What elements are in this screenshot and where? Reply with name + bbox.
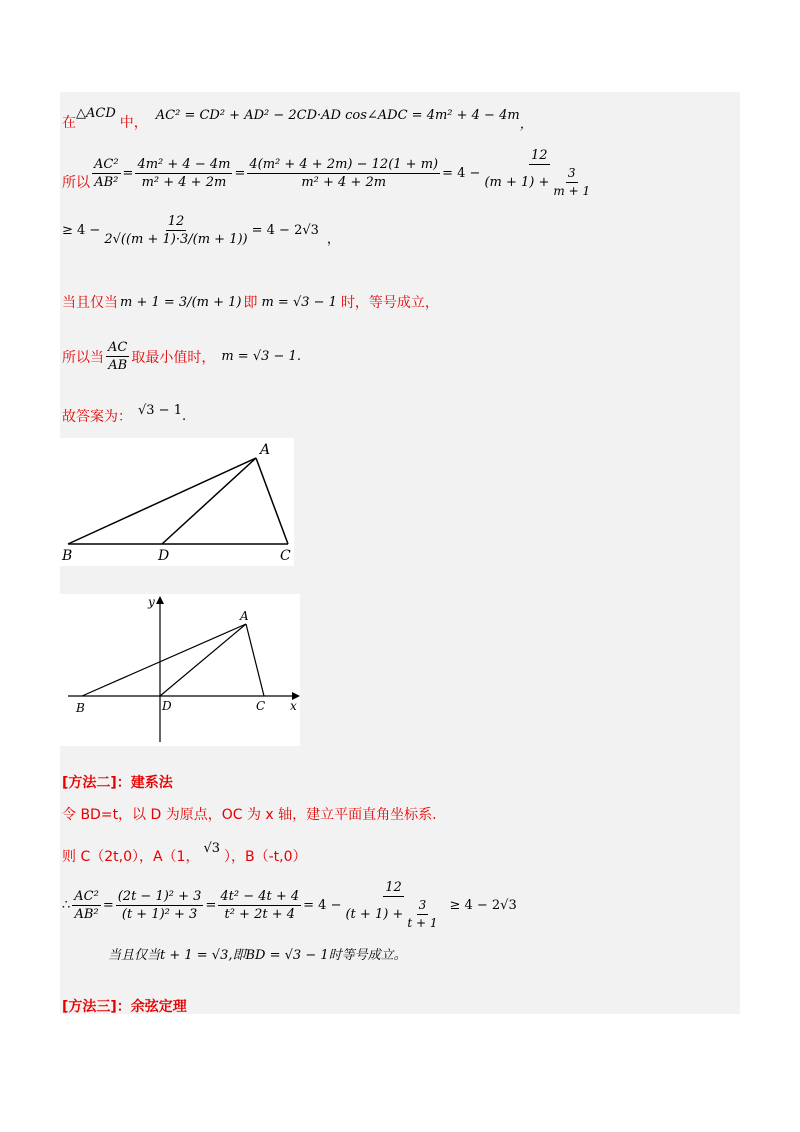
line-answer (62, 394, 186, 426)
line-ratio-expression: 所以 $\frac{\text{AC²}}{\text{AB²}}$ = $\frac{\text{4m² + 4 − 4m}}{\text{m² + 4 + 2m}}$ = $\frac{\text{4(m² + 4 + 2m) − 12(1 + m)}}{\text{m² + 4 + 2m}}$ = 4 − 12 (m + 1) + $\frac{3}{m + 1}$ (62, 148, 598, 199)
text-qu-zuixiao: 取最小值时， (131, 349, 216, 366)
frac-den: 2√((m + 1)·3/(m + 1)) (104, 232, 248, 247)
text-zai: 在 (62, 115, 76, 131)
text-suoyidang: 所以当 (62, 349, 104, 366)
coordinate-diagram (60, 594, 300, 746)
frac-den: AB² (94, 175, 119, 190)
period: . (181, 408, 187, 424)
frac-step2 (247, 157, 440, 190)
label-c: C (256, 699, 266, 713)
frac-num: 12 (385, 880, 402, 895)
therefore-symbol: ∴ (62, 898, 71, 913)
line-equality-condition (62, 292, 439, 312)
frac-den: m² + 4 + 2m (301, 175, 387, 190)
figure-triangle-abc (60, 438, 294, 566)
label-y-axis: y (148, 595, 155, 609)
method3-title: [方法三]：余弦定理 (62, 999, 187, 1015)
method2-title: [方法二]：建系法 (62, 775, 173, 791)
frac-step1 (135, 157, 232, 190)
comma: ， (519, 116, 533, 132)
text-dangqiejindang: 当且仅当 (62, 295, 118, 311)
label-a: A (260, 442, 271, 458)
frac-num: AC (108, 340, 128, 355)
method2-result: ≥ 4 − 2√3 (449, 898, 517, 913)
cosine-equation: AC² = CD² + AD² − 2CD·AD cos∠ADC = 4m² + 4 − 4m (155, 107, 520, 123)
coords-text-end: ），B（-t,0） (224, 849, 307, 865)
amgm-result: = 4 − 2√3 (251, 223, 319, 238)
frac-t-step3 (343, 880, 443, 931)
figure-coordinate-system (60, 594, 300, 746)
frac-num: 4(m² + 4 + 2m) − 12(1 + m) (249, 157, 439, 172)
frac-den: AB² (74, 907, 99, 922)
label-x-axis: x (290, 699, 297, 713)
text-zhong: 中， (119, 115, 148, 131)
frac-den: m + 1 (553, 184, 591, 198)
frac-den: t + 1 (407, 916, 438, 930)
frac-num: AC² (94, 157, 119, 172)
frac-ac2-ab2 (72, 889, 101, 922)
inner-frac (405, 898, 439, 931)
eq-four-minus: = 4 − (303, 898, 342, 913)
text-ji: 即 (243, 295, 258, 311)
text-equal-holds: 时，等号成立， (340, 295, 439, 311)
method2-description: 令 BD=t，以 D 为原点，OC 为 x 轴，建立平面直角坐标系. (62, 807, 437, 823)
inner-frac (551, 166, 592, 199)
label-d: D (162, 699, 172, 713)
frac-t-step1 (116, 889, 204, 922)
method2-ratio-line: ∴ $\frac{\text{AC²}}{\text{AB²}}$ = $\frac{\text{(2t − 1)² + 3}}{\text{(t + 1)² + 3}}$ = $\frac{\text{4t² − 4t + 4}}{\text{t² + 2t + 4}}$ = 4 − 12 (t + 1) + $\frac{3}{t + 1}$ ≥ 4 − 2√3 (62, 880, 517, 930)
frac-t-step2 (218, 889, 301, 922)
method2-condition: 当且仅当t + 1 = √3,即BD = √3 − 1时等号成立。 (108, 948, 407, 963)
coords-text: 则 C（2t,0），A（1， (62, 849, 200, 865)
frac-den (482, 165, 596, 199)
m-value: m = √3 − 1 (221, 349, 297, 364)
answer-value: √3 − 1 (138, 402, 182, 418)
period: . (296, 349, 301, 364)
triangle-diagram (60, 438, 294, 566)
triangle-acd: △ACD (76, 105, 116, 121)
frac-num: 12 (167, 214, 185, 229)
frac-ac-ab (106, 340, 129, 373)
den-part: (t + 1) + (345, 907, 404, 922)
frac-step3 (482, 148, 596, 199)
frac-num: (2t − 1)² + 3 (117, 889, 202, 904)
ge-four-minus: ≥ 4 − (62, 223, 101, 238)
line-law-of-cosines (62, 98, 533, 132)
comma: ， (326, 232, 340, 247)
m-value: m = √3 − 1 (261, 294, 337, 310)
den-part: (m + 1) + (484, 175, 550, 190)
method2-coordinates (62, 830, 307, 866)
sqrt3: √3 (203, 840, 221, 856)
frac-num: 4m² + 4 − 4m (137, 157, 231, 172)
frac-den (343, 897, 443, 931)
label-b: B (76, 701, 85, 715)
line-min-value (62, 340, 301, 373)
frac-amgm (102, 214, 249, 247)
line-am-gm (62, 214, 340, 247)
label-a: A (240, 609, 249, 623)
frac-ac2-ab2 (92, 157, 121, 190)
frac-den: m² + 4 + 2m (141, 175, 227, 190)
label-c: C (280, 548, 291, 564)
frac-den: (t + 1)² + 3 (121, 907, 198, 922)
frac-num: 12 (530, 148, 548, 163)
eq-four-minus: = 4 − (442, 166, 481, 181)
label-b: B (62, 548, 73, 564)
frac-num: 3 (417, 898, 429, 915)
frac-num: 4t² − 4t + 4 (220, 889, 300, 904)
text-suoyi: 所以 (62, 174, 90, 191)
frac-num: AC² (74, 889, 99, 904)
label-d: D (158, 548, 170, 564)
text-answer-label: 故答案为： (62, 409, 132, 425)
equality-eq: m + 1 = 3/(m + 1) (120, 294, 242, 310)
frac-num: 3 (566, 166, 578, 183)
frac-den: AB (108, 358, 128, 373)
frac-den: t² + 2t + 4 (224, 907, 296, 922)
